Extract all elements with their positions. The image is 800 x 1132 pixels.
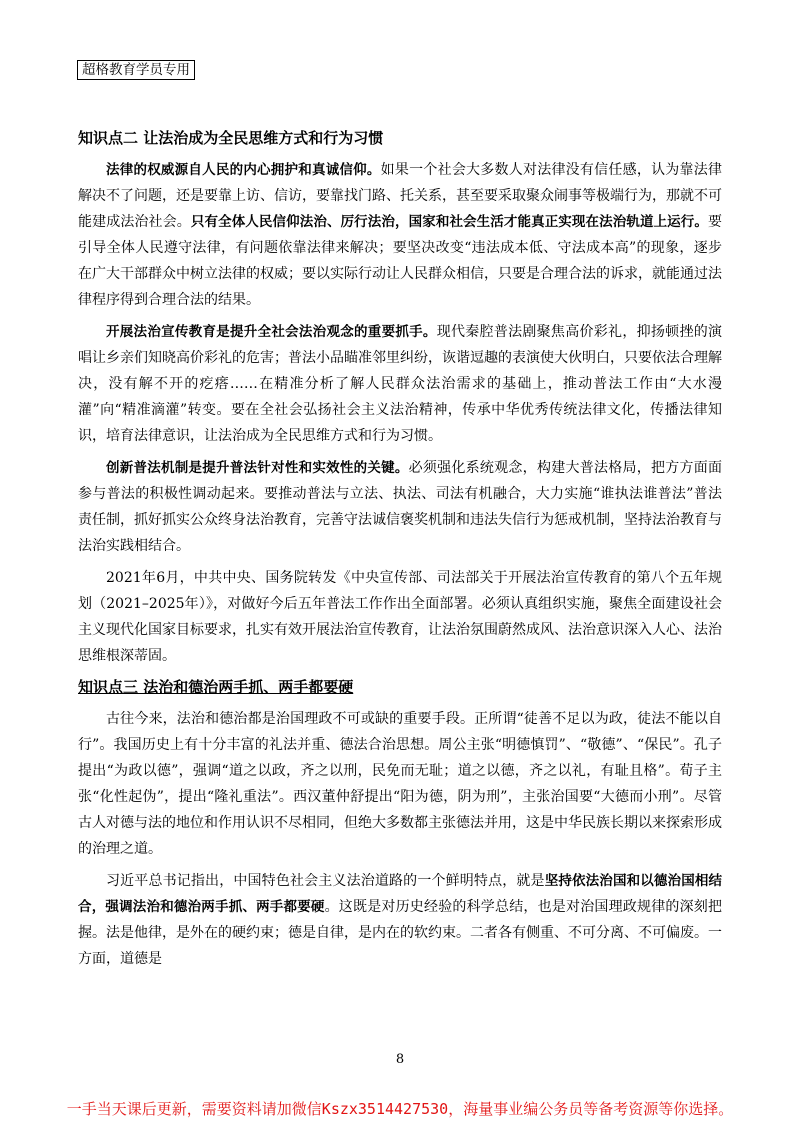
- paragraph: [78, 868, 722, 972]
- body-text: 要引导全体人民遵守法律，有问题依靠法律来解决；要坚决改变“违法成本低、守法成本高”的现象，逐步在广大干部群众中树立法律的权威；要以实际行动让人民群众相信，只要是合理合法的诉求，就能通过法律程序得到合理合法的结果。: [78, 214, 723, 308]
- document-body: [78, 126, 722, 978]
- body-text: 现代秦腔普法剧聚焦高价彩礼，抑扬顿挫的演唱让乡亲们知晓高价彩礼的危害；普法小品瞄准邻里纠纷，诙谐逗趣的表演使大伙明白，只要依法合理解决，没有解不开的疙瘩……在精准分析了解人民群众法治需求的基础上，推动普法工作由“大水漫灌”向“精准滴灌”转变。要在全社会弘扬社会主义法治精神，传承中华优秀传统法律文化，传播法律知识，培育法律意识，让法治成为全民思维方式和行为习惯。: [78, 324, 723, 444]
- paragraph: [78, 157, 722, 313]
- section-heading-2: 知识点二 让法治成为全民思维方式和行为习惯: [78, 129, 384, 147]
- paragraph: [78, 706, 722, 862]
- key-sentence: 坚持依法治国和以德治国相结合，强调法治和德治两手抓、两手都要硬: [78, 873, 723, 915]
- body-text: 古往今来，法治和德治都是治国理政不可或缺的重要手段。正所谓“徒善不足以为政，徒法不能以自行”。我国历史上有十分丰富的礼法并重、德法合治思想。周公主张“明德慎罚”、“敬德”、“保民”。孔子提出“为政以德”，强调“道之以政，齐之以刑，民免而无耻；道之以德，齐之以礼，有耻且格”。荀子主张“化性起伪”，提出“隆礼重法”。西汉董仲舒提出“阳为德，阴为刑”，主张治国要“大德而小刑”。尽管古人对德与法的地位和作用认识不尽相同，但绝大多数都主张德法并用，这是中华民族长期以来探索形成的治理之道。: [78, 711, 722, 857]
- paragraph: [78, 319, 722, 449]
- key-sentence: 只有全体人民信仰法治、厉行法治，国家和社会生活才能真正实现在法治轨道上运行。: [190, 214, 709, 230]
- body-text: 2021年6月，中共中央、国务院转发《中央宣传部、司法部关于开展法治宣传教育的第八个五年规划（2021–2025年）》，对做好今后五年普法工作作出全面部署。必须认真组织实施，聚焦全面建设社会主义现代化国家目标要求，扎实有效开展法治宣传教育，让法治氛围蔚然成风、法治意识深入人心、法治思维根深蒂固。: [78, 570, 722, 664]
- watermark-stamp: 超格教育学员专用: [77, 60, 195, 80]
- key-sentence: 开展法治宣传教育是提升全社会法治观念的重要抓手。: [106, 324, 437, 340]
- body-text: 。这既是对历史经验的科学总结，也是对治国理政规律的深刻把握。法是他律，是外在的硬约束；德是自律，是内在的软约束。二者各有侧重、不可分离、不可偏废。一方面，道德是: [78, 899, 723, 967]
- paragraph: [78, 455, 722, 559]
- body-text: 必须强化系统观念，构建大普法格局，把方方面面参与普法的积极性调动起来。要推动普法与立法、执法、司法有机融合，大力实施“谁执法谁普法”普法责任制，抓好抓实公众终身法治教育，完善守法诚信褒奖机制和违法失信行为惩戒机制，坚持法治教育与法治实践相结合。: [78, 460, 723, 554]
- key-sentence: 创新普法机制是提升普法针对性和实效性的关键。: [106, 460, 409, 476]
- paragraph: [78, 565, 722, 669]
- body-text: 习近平总书记指出，中国特色社会主义法治道路的一个鲜明特点，就是: [106, 873, 545, 889]
- section-heading-3: 知识点三 法治和德治两手抓、两手都要硬: [78, 678, 354, 696]
- page-number: 8: [395, 1052, 405, 1067]
- key-sentence: 法律的权威源自人民的内心拥护和真诚信仰。: [106, 162, 381, 178]
- footer-notice: 一手当天课后更新，需要资料请加微信Kszx3514427530，海量事业编公务员等备考资源等你选择。: [66, 1100, 734, 1118]
- body-text: 如果一个社会大多数人对法律没有信任感，认为靠法律解决不了问题，还是要靠上访、信访，要靠找门路、托关系，甚至要采取聚众闹事等极端行为，那就不可能建成法治社会。: [78, 162, 723, 230]
